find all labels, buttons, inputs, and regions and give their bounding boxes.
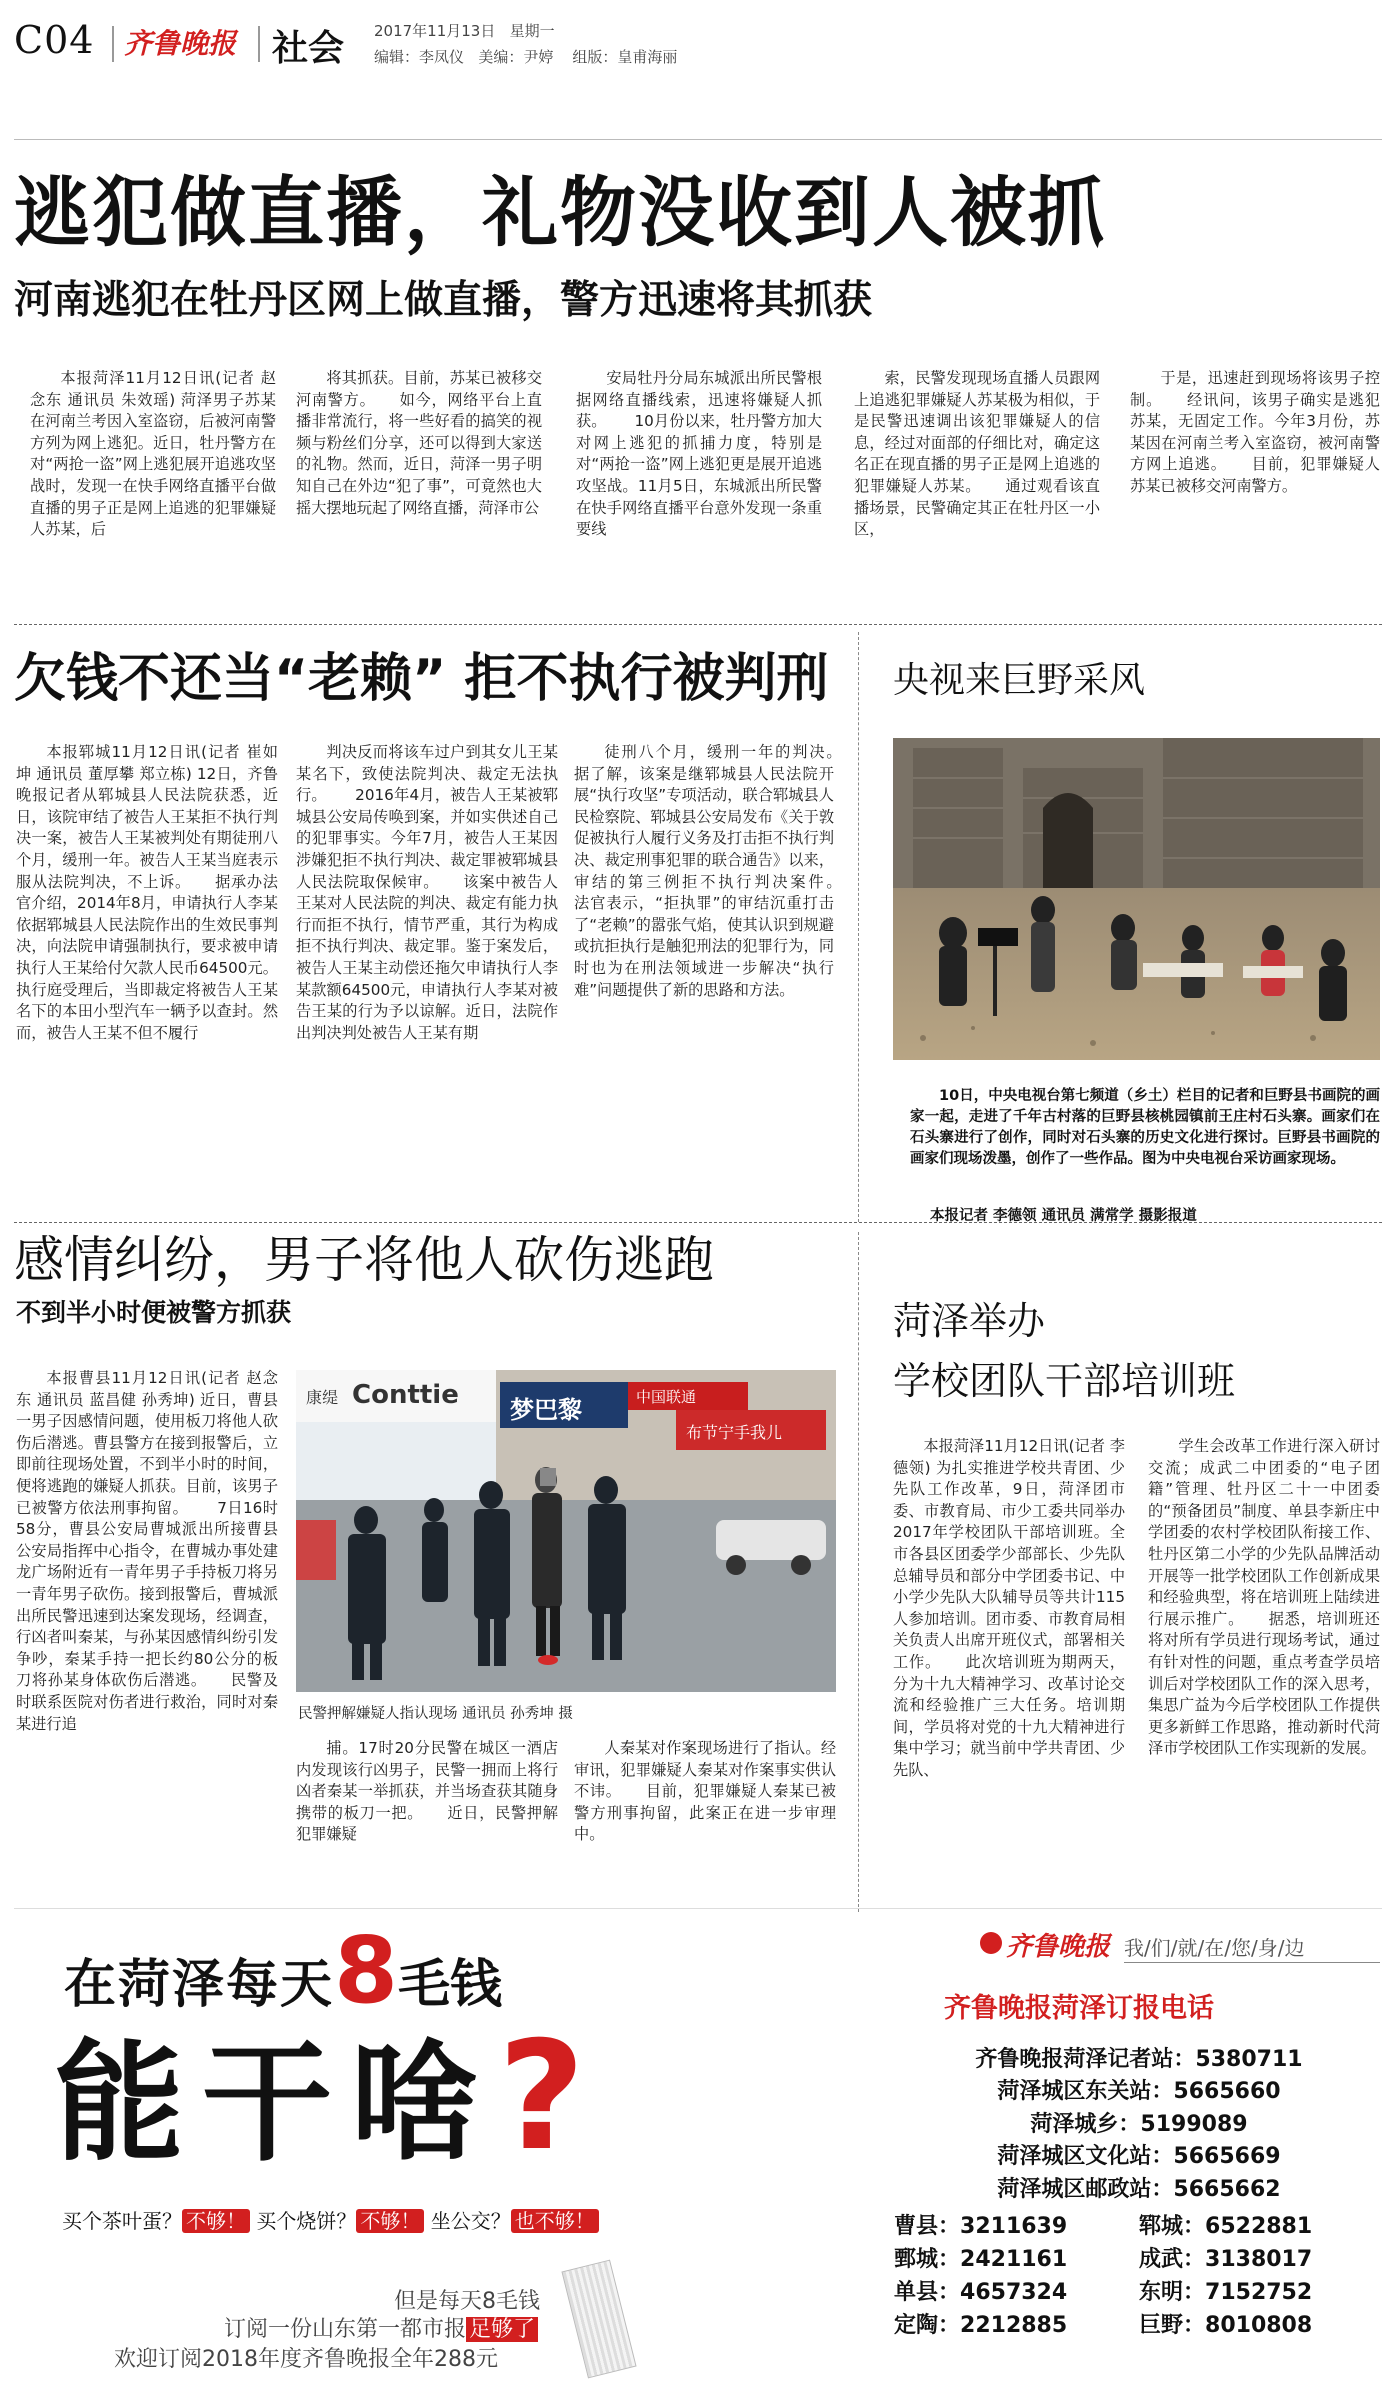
ad-headline-a: 在菏泽每天 [64, 1955, 335, 2015]
story1-col4: 索，民警发现现场直播人员跟网上追逃犯罪嫌疑人苏某极为相似，于是民警迅速调出该犯罪嫌疑人的信息，经过对面部的仔细比对，确定这名正在现直播的男子正是网上追逃的犯罪嫌疑人苏某。 通过观看该直播场景，民警确定其正在牡丹区一小区， [854, 369, 1100, 539]
county-hotline [1139, 2309, 1312, 2342]
story1-rule [14, 624, 1382, 625]
headline-story2: 欠钱不还当“老赖” 拒不执行被判刑 [14, 649, 829, 709]
hotline-label: 齐鲁晚报菏泽记者站： [975, 2047, 1196, 2072]
story2-col3: 徒刑八个月，缓刑一年的判决。 据了解，该案是继郓城县人民法院开展“执行攻坚”专项活动，联合郓城县人民检察院、郓城县公安局发布《关于敦促被执行人履行义务及打击拒不执行判决、裁定刑事犯罪的联合通告》以来，审结的第三例拒不执行判决案件。 法官表示，“拒执罪”的审结沉重打击了“老赖”的嚣张气焰，使其认识到规避或抗拒执行是触犯刑法的犯罪行为，同时也为在刑法领域进一步解决“执行难”问题提供了新的思路和方法。 [574, 743, 865, 999]
shop-sign-unicom: 中国联通 [636, 1388, 697, 1406]
ad-bottom-2 [224, 2312, 538, 2343]
header-rule [14, 139, 1382, 140]
hotline-line [904, 2174, 1374, 2206]
story2-col2: 判决反而将该车过户到其女儿王某某名下，致使法院判决、裁定无法执行。 2016年4月，被告人王某被郓城县公安局传唤到案，并如实供述自己的犯罪事实。今年7月，被告人王某因涉嫌犯拒不执行判决、裁定罪被郓城县人民法院取保候审。 该案中被告人王某对人民法院的判决、裁定有能力执行而拒不执行，情节严重，其行为构成拒不执行判决、裁定罪。鉴于案发后，被告人王某主动偿还拖欠申请执行人李某款额64500元，申请执行人李某对被告王某的行为予以谅解。近日，法院作出判决判处被告人王某有期 [296, 743, 558, 1042]
header-credits [374, 46, 677, 67]
headline-story3: 感情纠纷，男子将他人砍伤逃跑 [14, 1231, 714, 1289]
county-number: 2212885 [960, 2313, 1068, 2338]
header-date [374, 20, 555, 41]
county-number: 8010808 [1205, 2313, 1313, 2338]
story1-col3: 安局牡丹分局东城派出所民警根据网络直播线索，迅速将嫌疑人抓获。 10月份以来，牡丹警方加大对网上逃犯的抓捕力度，特别是对“两抢一盗”网上逃犯更是展开追逃攻坚战。11月5日，东城派出所民警在快手网络直播平台意外发现一条重要线 [576, 369, 822, 539]
ad-qa-row [62, 2206, 599, 2236]
county-label: 曹县： [894, 2214, 961, 2239]
ad-logo-icon [980, 1932, 1002, 1954]
county-label: 鄄城： [894, 2247, 961, 2272]
ad-q3: 坐公交？ [430, 2209, 511, 2233]
hotline-label: 菏泽城区文化站： [997, 2144, 1174, 2170]
county-hotline [1139, 2276, 1312, 2309]
column-divider [858, 1232, 859, 1912]
slogan-char: 就 [1177, 1936, 1198, 1960]
arrest-photo-caption: 民警押解嫌疑人指认现场 通讯员 孙秀坤 摄 [298, 1706, 573, 1722]
county-number: 2421161 [960, 2247, 1068, 2272]
hotline-line [904, 2141, 1374, 2173]
slogan-char: 您 [1231, 1936, 1251, 1960]
county-label: 郓城： [1139, 2214, 1206, 2239]
county-number: 7152752 [1205, 2280, 1313, 2305]
ad-a1: 不够！ [182, 2209, 250, 2233]
ad-newspaper-stack [561, 2260, 636, 2379]
county-hotline [894, 2210, 1139, 2243]
ad-headline-b: 毛钱 [398, 1955, 503, 2015]
slogan-char: 边 [1284, 1936, 1305, 1960]
mid-rule [14, 1222, 1382, 1223]
ad-county-grid [894, 2210, 1374, 2342]
hotline-line [904, 2044, 1374, 2076]
hotline-number: 5665662 [1173, 2176, 1281, 2202]
county-label: 定陶： [894, 2313, 961, 2338]
ad-a2: 不够！ [356, 2209, 424, 2233]
slogan-char: 们 [1150, 1936, 1171, 1960]
weekday-text: 星期一 [509, 22, 555, 40]
hotline-line [904, 2076, 1374, 2108]
paper-logo: 齐鲁晚报 [124, 27, 237, 60]
hotline-line [904, 2109, 1374, 2141]
ad-bottom-3: 欢迎订阅2018年度齐鲁晚报全年288元 [114, 2347, 498, 2372]
subscription-ad [14, 1914, 1382, 2386]
ad-a3: 也不够！ [511, 2209, 599, 2233]
ad-q2: 买个烧饼？ [256, 2209, 357, 2233]
ad-logo: 齐鲁晚报 [1006, 1932, 1111, 1962]
county-hotline [1139, 2243, 1312, 2276]
ad-top-rule [14, 1908, 1382, 1909]
shop-sign-kangti: 康缇 [306, 1388, 339, 1407]
county-hotline [894, 2243, 1139, 2276]
ad-q1: 买个茶叶蛋？ [62, 2209, 182, 2233]
hotline-number: 5665660 [1173, 2079, 1281, 2105]
ad-hotline-title: 齐鲁晚报菏泽订报电话 [944, 1993, 1214, 2024]
county-number: 6522881 [1205, 2214, 1313, 2239]
headline-story4-line2: 学校团队干部培训班 [893, 1359, 1236, 1403]
shop-sign-mengbali: 梦巴黎 [510, 1396, 582, 1424]
ad-big-8: 8 [334, 1917, 399, 2024]
cctv-caption: 10日，中央电视台第七频道（乡土）栏目的记者和巨野县书画院的画家一起，走进了千年古村落的巨野县核桃园镇前王庄村石头寨。画家们在石头寨进行了创作，同时对石头寨的历史文化进行探讨。巨野县书画院的画家们现场泼墨，创作了一些作品。图为中央电视台采访画家现场。 [910, 1088, 1380, 1167]
story1-col1: 本报菏泽11月12日讯(记者 赵念东 通讯员 朱效瑶) 菏泽男子苏某在河南兰考因入室盗窃，后被河南警方列为网上逃犯。近日，牡丹警方在对“两抢一盗”网上逃犯展开追逃攻坚战时，发现一在快手网络直播平台做直播的男子正是网上追逃的犯罪嫌疑人苏某，后 [30, 369, 276, 539]
hotline-number: 5665669 [1173, 2144, 1281, 2170]
county-label: 单县： [894, 2280, 961, 2305]
ad-bottom-2b: 足够了 [466, 2317, 538, 2342]
slogan-char: 在 [1204, 1936, 1225, 1960]
county-hotline [894, 2309, 1139, 2342]
section-name: 社会 [272, 28, 345, 69]
story3-col2: 捕。17时20分民警在城区一酒店内发现该行凶男子，民警一拥而上将行凶者秦某一举抓获，并当场查获其随身携带的板刀一把。 近日，民警押解犯罪嫌疑 [296, 1739, 558, 1844]
cctv-credit: 本报记者 李德领 通讯员 满常学 摄影报道 [930, 1208, 1197, 1224]
county-hotline [1139, 2210, 1312, 2243]
story3-col1: 本报曹县11月12日讯(记者 赵念东 通讯员 蓝昌健 孙秀坤) 近日，曹县一男子因感情问题，使用板刀将他人砍伤后潜逃。曹县警方在接到报警后，立即前往现场处置，不到半小时的时间，便将逃跑的嫌疑人抓获。目前，该男子已被警方依法刑事拘留。 7日16时58分，曹县公安局曹城派出所接曹县公安局指挥中心指令，在曹城办事处建龙广场附近有一青年男子手持板刀将另一青年男子砍伤。接到报警后，曹城派出所民警迅速到达案发现场，经调查，行凶者叫秦某，与孙某因感情纠纷引发争吵，秦某手持一把长约80公分的板刀将孙某身体砍伤后潜逃。 民警及时联系医院对伤者进行救治，同时对秦某进行追 [16, 1369, 278, 1733]
ad-question-text: 能干啥 [54, 2027, 499, 2179]
subheadline-story3: 不到半小时便被警方抓获 [16, 1298, 292, 1327]
ad-bottom-2a: 订阅一份山东第一都市报 [224, 2317, 467, 2342]
hotline-number: 5380711 [1195, 2047, 1303, 2072]
column-divider [858, 632, 859, 1222]
slogan-char: 我 [1124, 1936, 1144, 1960]
hotline-number: 5199089 [1140, 2111, 1248, 2137]
headline-cctv: 央视来巨野采风 [893, 660, 1146, 701]
shop-sign-conttie: Conttie [352, 1380, 459, 1410]
county-label: 巨野： [1139, 2313, 1206, 2338]
story4-col1: 本报菏泽11月12日讯(记者 李德领) 为扎实推进学校共青团、少先队工作改革，9日，菏泽团市委、市教育局、市少工委共同举办2017年学校团队干部培训班。全市各县区团委学少部部长、少先队总辅导员和部分中学团委书记、中小学少先队大队辅导员等共计115人参加培训。团市委、市教育局相关负责人出席开班仪式，部署相关工作。 此次培训班为期两天，分为十九大精神学习、改革讨论交流和经验推广三大任务。培训期间，学员将对党的十九大精神进行集中学习；就当前中学共青团、少先队、 [893, 1437, 1125, 1779]
county-number: 3138017 [1205, 2247, 1313, 2272]
hotline-label: 菏泽城区东关站： [997, 2079, 1174, 2105]
county-label: 东明： [1139, 2280, 1206, 2305]
ad-slogan: 我/们/就/在/您/身/边 [1124, 1936, 1305, 1960]
story4-col2: 学生会改革工作进行深入研讨交流；成武二中团委的“电子团籍”管理、牡丹区二十一中团委的“预备团员”制度、单县李新庄中学团委的农村学校团队衔接工作、牡丹区第二小学的少先队品牌活动开展等一批学校团队工作创新成果和经验典型，将在培训班上陆续进行展示推广。 据悉，培训班还将对所有学员进行现场考试，通过有针对性的问题，重点考查学员培训后对学校团队工作的深入思考，集思广益为今后学校团队工作提供更多新鲜工作思路，推动新时代菏泽市学校团队工作实现新的发展。 [1148, 1437, 1380, 1758]
headline-story4-line1: 菏泽举办 [893, 1299, 1046, 1343]
story2-col1: 本报郓城11月12日讯(记者 崔如坤 通讯员 董厚攀 郑立栋) 12日，齐鲁晚报记者从郓城县人民法院获悉，近日，该院审结了被告人王某拒不执行判决一案，被告人王某被判处有期徒刑八个月，缓刑一年。被告人王某当庭表示服从法院判决，不上诉。 据承办法官介绍，2014年8月，申请执行人李某依据郓城县人民法院作出的生效民事判决，向法院申请强制执行，要求被申请执行人王某给付欠款人民币64500元。执行庭受理后，当即裁定将被告人王某名下的本田小型汽车一辆予以查封。然而，被告人王某不但不履行 [16, 743, 278, 1042]
cctv-photo [893, 738, 1380, 1060]
story1-col5: 于是，迅速赶到现场将该男子控制。 经讯问，该男子确实是逃犯苏某，无固定工作。今年3月份，苏某因在河南兰考入室盗窃，被河南警方网上追逃。 目前，犯罪嫌疑人苏某已被移交河南警方。 [1130, 369, 1380, 495]
header-divider [258, 26, 260, 62]
story3-col3: 人秦某对作案现场进行了指认。经审讯，犯罪嫌疑人秦某对作案事实供认不讳。 目前，犯罪嫌疑人秦某已被警方刑事拘留，此案正在进一步审理中。 [574, 1739, 836, 1844]
headline-story1: 逃犯做直播，礼物没收到人被抓 [14, 168, 1106, 257]
ad-hotline-list [904, 2044, 1374, 2206]
ad-question-mark: ? [498, 2010, 586, 2184]
shop-sign-red: 布节宁手我儿 [686, 1423, 783, 1442]
hotline-label: 菏泽城区邮政站： [997, 2176, 1174, 2202]
county-hotline [894, 2276, 1139, 2309]
county-number: 4657324 [960, 2280, 1068, 2305]
cctv-photo-illustration [893, 738, 1380, 1060]
slogan-char: 身 [1257, 1936, 1278, 1960]
ad-slogan-rule [1124, 1962, 1380, 1963]
county-label: 成武： [1139, 2247, 1206, 2272]
date-text: 2017年11月13日 [374, 22, 496, 40]
subheadline-story1: 河南逃犯在牡丹区网上做直播，警方迅速将其抓获 [14, 278, 873, 323]
arrest-photo [296, 1370, 836, 1692]
page-number: C04 [14, 18, 95, 62]
ad-bottom-1: 但是每天8毛钱 [394, 2289, 540, 2314]
county-number: 3211639 [960, 2214, 1068, 2239]
story1-col2: 将其抓获。目前，苏某已被移交河南警方。 如今，网络平台上直播非常流行，将一些好看的搞笑的视频与粉丝们分享，还可以得到大家送的礼物。然而，近日，菏泽一男子明知自己在外边“犯了事”，可竟然也大摇大摆地玩起了网络直播，菏泽市公 [296, 369, 542, 517]
designer-credit: 美编：尹婷 [478, 48, 554, 66]
proof-credit: 组版：皇甫海丽 [572, 48, 678, 66]
header-divider [112, 26, 114, 62]
page-header [0, 0, 1395, 80]
editor-credit: 编辑：李凤仪 [374, 48, 465, 66]
ad-question [54, 2010, 586, 2218]
hotline-label: 菏泽城乡： [1030, 2111, 1141, 2137]
